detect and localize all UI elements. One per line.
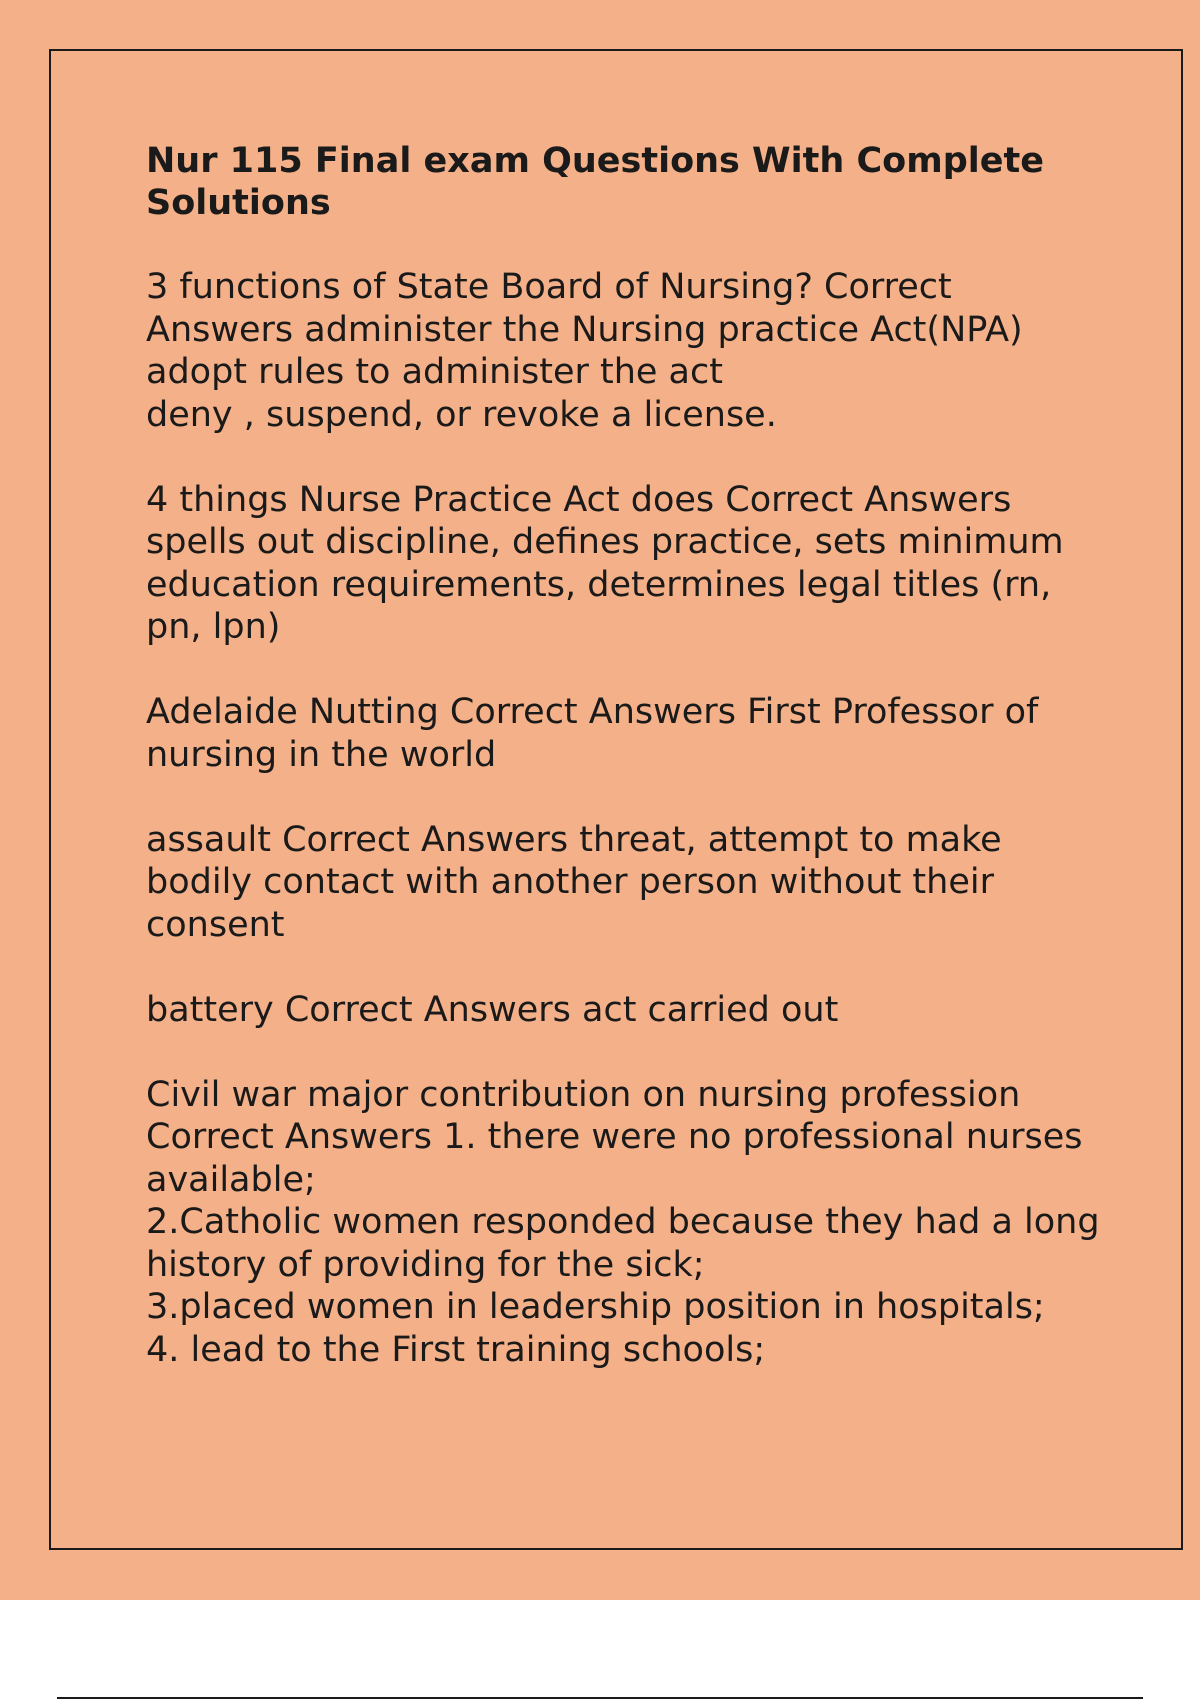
document-title: Nur 115 Final exam Questions With Complete Solutions [146,141,1044,223]
qa-entry-nurse-practice-act: 4 things Nurse Practice Act does Correct Answers spells out discipline, defines practice, sets minimum education requirements, determines legal titles (rn, pn, lpn) [146,479,1064,647]
footer-divider [57,1697,1143,1699]
qa-entry-adelaide-nutting: Adelaide Nutting Correct Answers First Professor of nursing in the world [146,692,1039,775]
document-content [146,140,1106,1414]
qa-entry-battery: battery Correct Answers act carried out [146,989,839,1030]
qa-entry-civil-war: Civil war major contribution on nursing profession Correct Answers 1. there were no professional nurses available; 2.Catholic women responded because they had a long history of providing for the sick; 3.placed women in leadership position in hospitals; 4. lead to the First training schools; [146,1074,1100,1370]
qa-entry-assault: assault Correct Answers threat, attempt to make bodily contact with another person without their consent [146,819,1002,945]
qa-entry-state-board: 3 functions of State Board of Nursing? Correct Answers administer the Nursing practice Act(NPA) adopt rules to administer the act deny , suspend, or revoke a license. [146,267,1023,435]
